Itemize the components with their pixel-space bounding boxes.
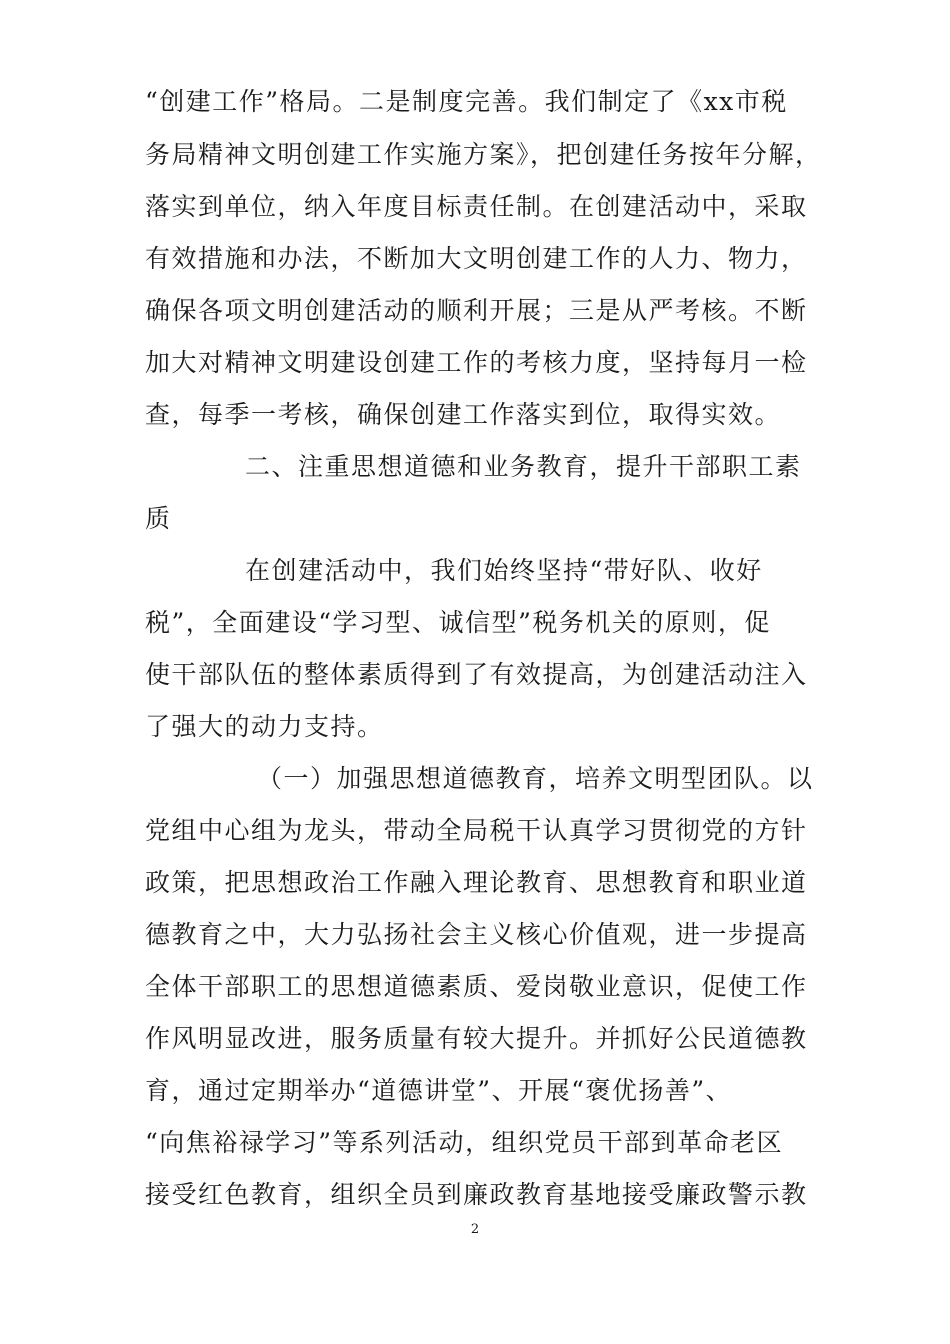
text-line: 在创建活动中，我们始终坚持“带好队、收好 [245, 556, 763, 585]
subsection-line: （一）加强思想道德教育，培养文明型团队。以 [257, 764, 814, 793]
text-line: 务局精神文明创建工作实施方案》，把创建任务按年分解， [145, 140, 822, 169]
text-line: 党组中心组为龙头，带动全局税干认真学习贯彻党的方针 [145, 816, 808, 845]
text-line: 查，每季一考核，确保创建工作落实到位，取得实效。 [145, 400, 782, 429]
text-line: “创建工作”格局。二是制度完善。我们制定了《xx市税 [145, 87, 788, 116]
text-line: 育，通过定期举办“道德讲堂”、开展“褒优扬善”、 [145, 1076, 733, 1105]
text-line: 使干部队伍的整体素质得到了有效提高，为创建活动注入 [145, 660, 808, 689]
text-line: “向焦裕禄学习”等系列活动，组织党员干部到革命老区 [145, 1128, 784, 1157]
text-line: 德教育之中，大力弘扬社会主义核心价值观，进一步提高 [145, 920, 808, 949]
text-line: 落实到单位，纳入年度目标责任制。在创建活动中，采取 [145, 192, 808, 221]
page-number: 2 [470, 1222, 480, 1237]
text-line: 接受红色教育，组织全员到廉政教育基地接受廉政警示教 [145, 1180, 808, 1209]
text-line: 全体干部职工的思想道德素质、爱岗敬业意识，促使工作 [145, 972, 808, 1001]
text-line: 政策，把思想政治工作融入理论教育、思想教育和职业道 [145, 868, 808, 897]
section-heading: 二、注重思想道德和业务教育，提升干部职工素 [245, 452, 802, 481]
section-heading-continued: 质 [145, 504, 172, 533]
text-line: 确保各项文明创建活动的顺利开展；三是从严考核。不断 [145, 296, 808, 325]
text-line: 有效措施和办法，不断加大文明创建工作的人力、物力， [145, 244, 808, 273]
text-line: 税”，全面建设“学习型、诚信型”税务机关的原则，促 [145, 608, 771, 637]
text-line: 作风明显改进，服务质量有较大提升。并抓好公民道德教 [145, 1024, 808, 1053]
text-line: 加大对精神文明建设创建工作的考核力度，坚持每月一检 [145, 348, 808, 377]
text-line: 了强大的动力支持。 [145, 712, 384, 741]
